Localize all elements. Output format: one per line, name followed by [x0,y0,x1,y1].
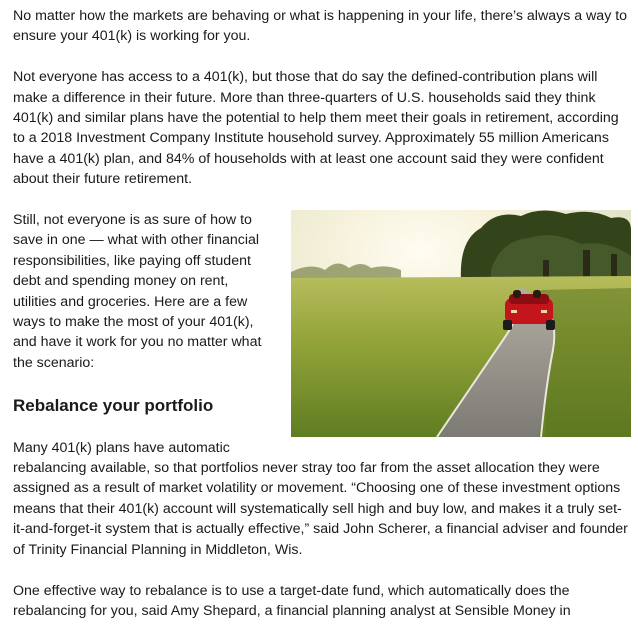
article-body [13,6,631,642]
section-heading-rebalance: Rebalance your portfolio [13,395,214,415]
red-car-icon [503,290,555,330]
article-paragraph-2: Not everyone has access to a 401(k), but those that do say the defined-contribution plans will make a difference in their future. More than three-quarters of U.S. households said they think 401(k) and similar plans have the potential to help them meet their goals in retirement, according to a 2018 Investment Company Institute household survey. Approximately 55 million Americans have a 401(k) plan, and 84% of households with at least one account said they were confident about their future retirement. [13,69,619,188]
article-paragraph-3: Still, not everyone is as sure of how to save in one — what with other financial responsibilities, like paying off student debt and spending money on rent, utilities and groceries. Here are a few ways to make the most of your 401(k), and have it work for you no matter what the scenario: [13,212,262,371]
road-photo-illustration [291,210,631,437]
article-photo [291,210,631,437]
article-paragraph-1: No matter how the markets are behaving or what is happening in your life, there’s always a way to ensure your 401(k) is working for you. [13,8,628,45]
article-paragraph-4: Many 401(k) plans have automatic rebalancing available, so that portfolios never stray too far from the asset allocation they were assigned as a result of market volatility or movement. “Choosing one of these investment options means that their 401(k) account will systematically sell high and buy low, and makes it a truly set-it-and-forget-it system that is actually effective,” said John Scherer, a financial adviser and founder of Trinity Financial Planning in Middleton, Wis. [13,439,628,558]
article-paragraph-5: One effective way to rebalance is to use a target-date fund, which automatically does the rebalancing for you, said Amy Shepard, a financial planning analyst at Sensible Money in [13,582,571,619]
